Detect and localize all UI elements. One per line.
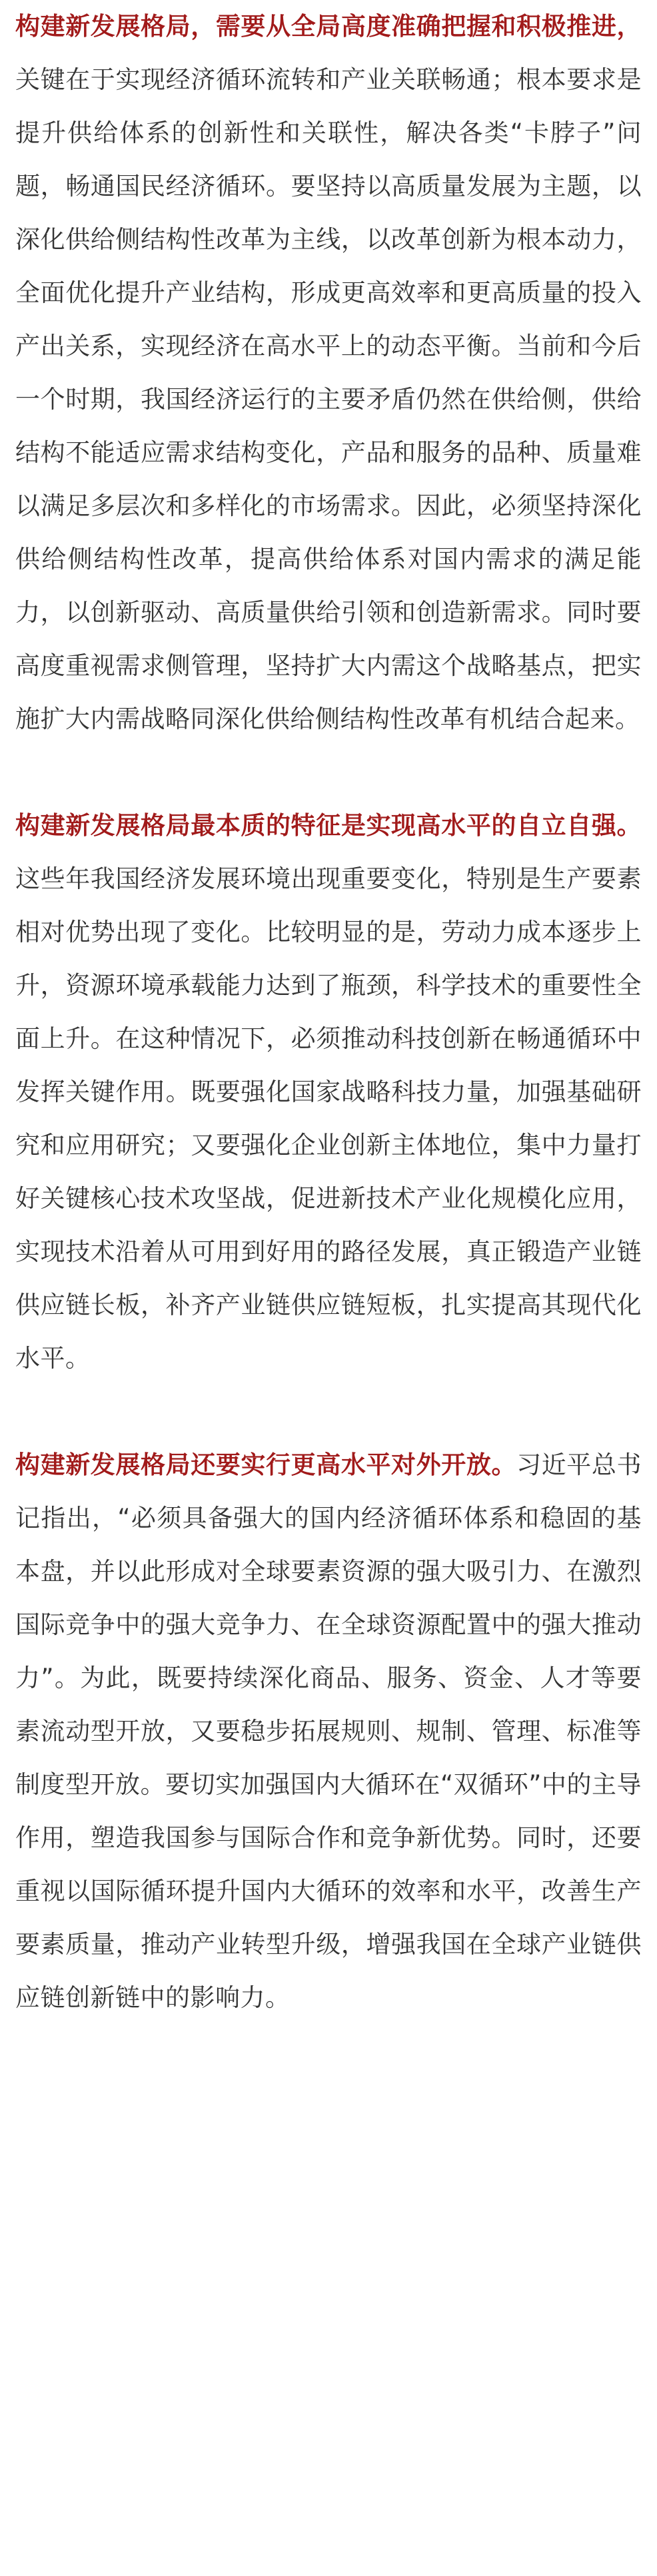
paragraph-dual-structure [15, 0, 642, 746]
paragraph-text: 这些年我国经济发展环境出现重要变化，特别是生产要素相对优势出现了变化。比较明显的是，劳动力成本逐步上升，资源环境承载能力达到了瓶颈，科学技术的重要性全面上升。在这种情况下，必须推动科技创新在畅通循环中发挥关键作用。既要强化国家战略科技力量，加强基础研究和应用研究；又要强化企业创新主体地位，集中力量打好关键核心技术攻坚战，促进新技术产业化规模化应用，实现技术沿着从可用到好用的路径发展，真正锻造产业链供应链长板，补齐产业链供应链短板，扎实提高其现代化水平。 [15, 864, 642, 1373]
paragraph-lead: 构建新发展格局还要实行更高水平对外开放。 [15, 1450, 517, 1479]
paragraph-opening-up [15, 1439, 642, 2025]
paragraph-text: 关键在于实现经济循环流转和产业关联畅通；根本要求是提升供给体系的创新性和关联性，解决各类“卡脖子”问题，畅通国民经济循环。要坚持以高质量发展为主题，以深化供给侧结构性改革为主线，以改革创新为根本动力，全面优化提升产业结构，形成更高效率和更高质量的投入产出关系，实现经济在高水平上的动态平衡。当前和今后一个时期，我国经济运行的主要矛盾仍然在供给侧，供给结构不能适应需求结构变化，产品和服务的品种、质量难以满足多层次和多样化的市场需求。因此，必须坚持深化供给侧结构性改革，提高供给体系对国内需求的满足能力，以创新驱动、高质量供给引领和创造新需求。同时要高度重视需求侧管理，坚持扩大内需这个战略基点，把实施扩大内需战略同深化供给侧结构性改革有机结合起来。 [15, 65, 642, 733]
paragraph-self-reliance [15, 799, 642, 1385]
paragraph-text: 习近平总书记指出，“必须具备强大的国内经济循环体系和稳固的基本盘，并以此形成对全球要素资源的强大吸引力、在激烈国际竞争中的强大竞争力、在全球资源配置中的强大推动力”。为此，既要持续深化商品、服务、资金、人才等要素流动型开放，又要稳步拓展规则、规制、管理、标准等制度型开放。要切实加强国内大循环在“双循环”中的主导作用，塑造我国参与国际合作和竞争新优势。同时，还要重视以国际循环提升国内大循环的效率和水平，改善生产要素质量，推动产业转型升级，增强我国在全球产业链供应链创新链中的影响力。 [15, 1450, 642, 2012]
paragraph-lead: 构建新发展格局，需要从全局高度准确把握和积极推进， [15, 12, 642, 41]
paragraph-lead: 构建新发展格局最本质的特征是实现高水平的自立自强。 [15, 811, 642, 840]
